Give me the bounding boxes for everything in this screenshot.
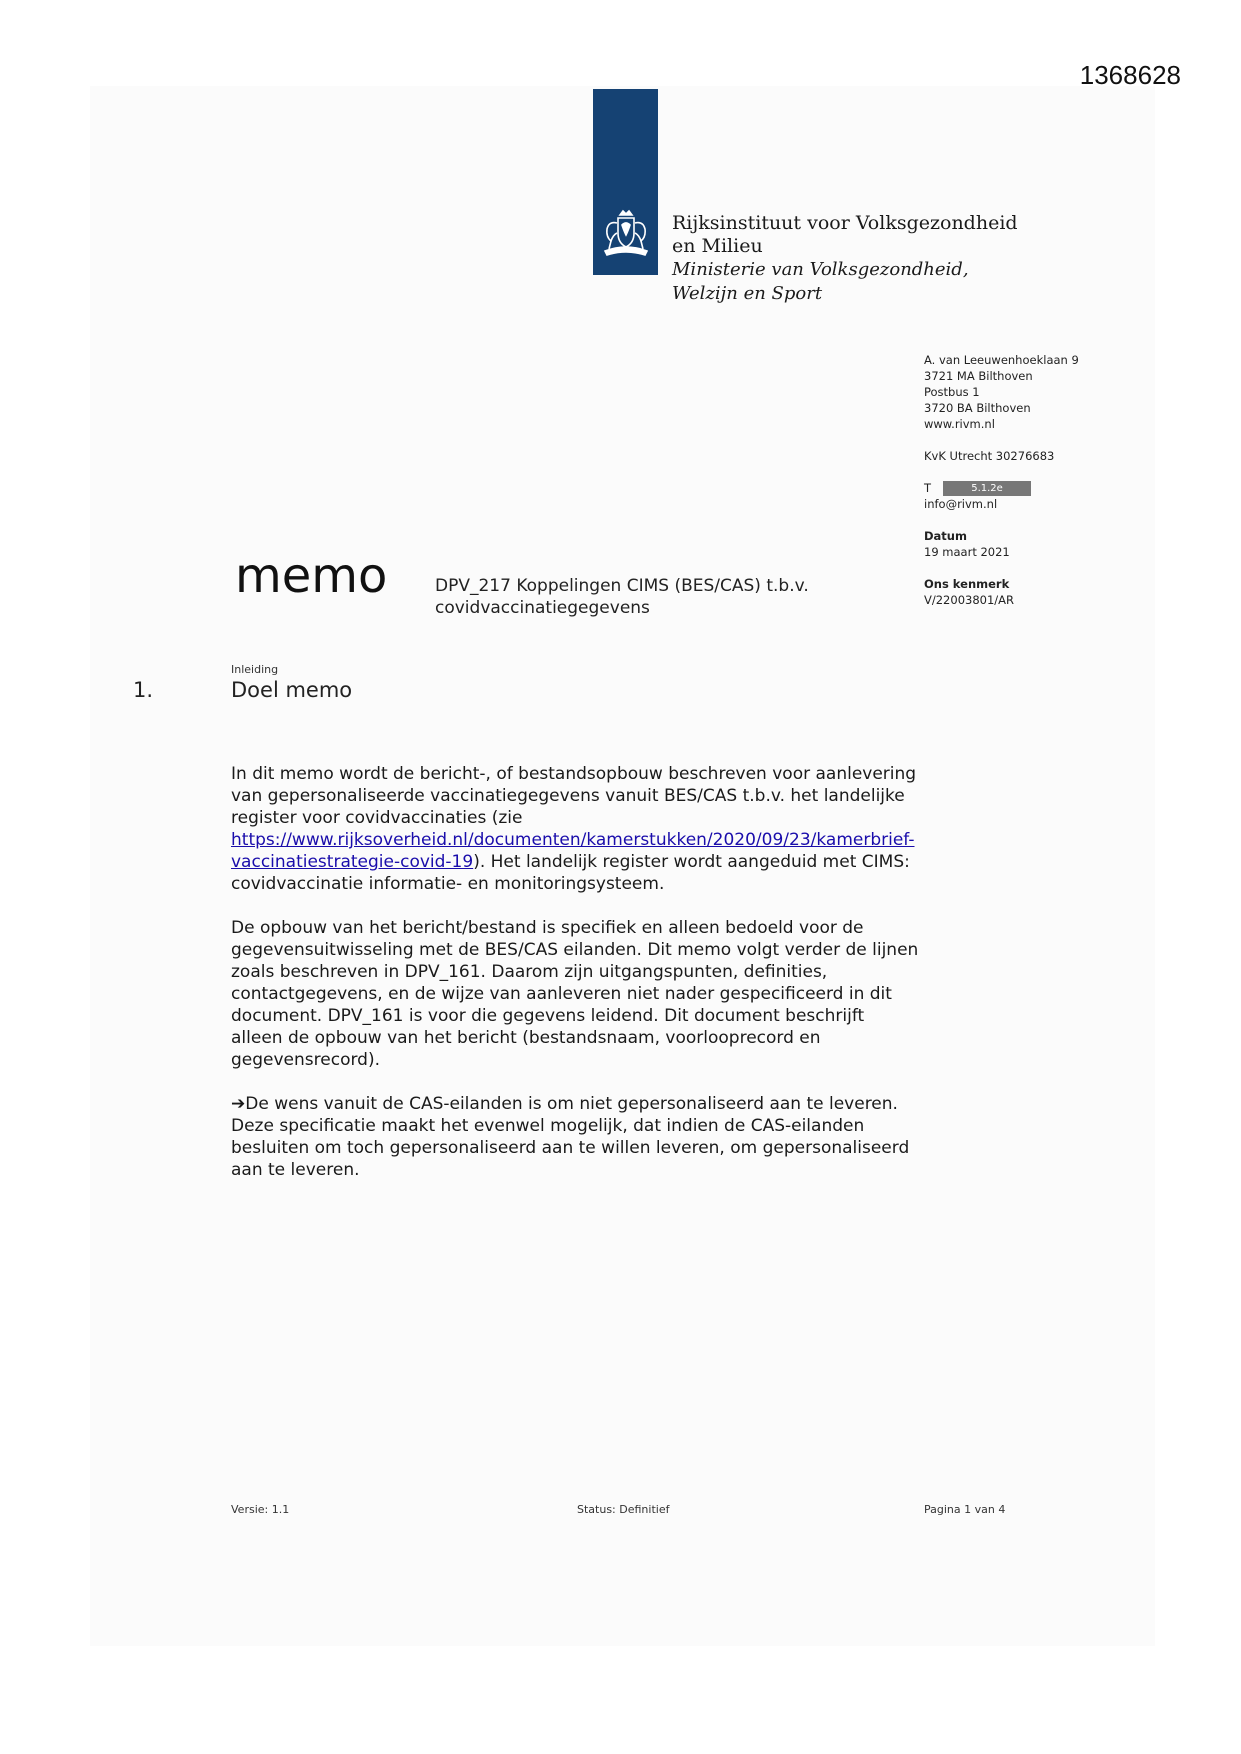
contact-sidebar: [924, 352, 1079, 608]
date-value: 19 maart 2021: [924, 545, 1010, 559]
memo-body: [231, 763, 921, 1203]
website-text: www.rivm.nl: [924, 417, 995, 431]
address-line: 3721 MA Bilthoven: [924, 369, 1033, 383]
subject-line1: DPV_217 Koppelingen CIMS (BES/CAS) t.b.v.: [435, 576, 809, 596]
kamerbrief-link[interactable]: https://www.rijksoverheid.nl/documenten/kamerstukken/2020/09/23/kamerbrief-vaccinatiestrategie-covid-19: [231, 830, 915, 872]
footer-page-number: Pagina 1 van 4: [924, 1503, 1006, 1516]
section-title: Doel memo: [231, 678, 353, 702]
royal-crest-icon: [601, 209, 651, 261]
subject-line2: covidvaccinatiegegevens: [435, 598, 650, 618]
address-line: 3720 BA Bilthoven: [924, 401, 1031, 415]
address-line: Postbus 1: [924, 385, 980, 399]
paragraph-2: De opbouw van het bericht/bestand is specifiek en alleen bedoeld voor de gegevensuitwisseling met de BES/CAS eilanden. Dit memo volgt verder de lijnen zoals beschreven in DPV_161. Daarom zijn uitgangspunten, definities, contactgegevens, en de wijze van aanleveren niet nader gespecificeerd in dit document. DPV_161 is voor die gegevens leidend. Dit document beschrijft alleen de opbouw van het bericht (bestandsnaam, voorlooprecord en gegevensrecord).: [231, 918, 919, 1070]
logo-ribbon: [593, 89, 658, 275]
memo-subject: [435, 575, 809, 619]
section-label: Inleiding: [231, 663, 279, 676]
footer-status: Status: Definitief: [577, 1503, 670, 1516]
footer-version: Versie: 1.1: [231, 1503, 290, 1516]
address-line: A. van Leeuwenhoeklaan 9: [924, 353, 1079, 367]
redaction-box: 5.1.2e: [943, 481, 1031, 496]
memo-heading: memo: [235, 548, 388, 604]
paragraph-1: In dit memo wordt de bericht-, of bestandsopbouw beschreven voor aanlevering van gepersonaliseerde vaccinatiegegevens vanuit BES/CAS t.b.v. het landelijke register voor covidvaccinaties (zie https://www.rijksoverheid.nl/documenten/kamerstukken/2020/09/23/kamerbrief-vaccinatiestrategie-covid-19). Het landelijk register wordt aangeduid met CIMS: covidvaccinatie informatie- en monitoringsysteem.: [231, 764, 917, 894]
kvk-number: KvK Utrecht 30276683: [924, 449, 1055, 463]
ministry-line1: Ministerie van Volksgezondheid,: [672, 259, 969, 280]
section-number: 1.: [133, 678, 154, 702]
org-name-line1: Rijksinstituut voor Volksgezondheid: [672, 212, 1018, 234]
ministry-line2: Welzijn en Sport: [672, 283, 823, 304]
organization-name: [672, 212, 1018, 306]
org-name-line2: en Milieu: [672, 235, 763, 257]
paragraph-3: ➔De wens vanuit de CAS-eilanden is om niet gepersonaliseerd aan te leveren. Deze specificatie maakt het evenwel mogelijk, dat indien de CAS-eilanden besluiten om toch gepersonaliseerd aan te willen leveren, om gepersonaliseerd aan te leveren.: [231, 1094, 910, 1180]
reference-value: V/22003801/AR: [924, 593, 1015, 607]
email-text: info@rivm.nl: [924, 497, 998, 511]
arrow-icon: ➔: [231, 1094, 246, 1114]
phone-label: T: [924, 481, 932, 495]
reference-label: Ons kenmerk: [924, 577, 1010, 591]
phone-row: [924, 480, 1079, 496]
document-number: 1368628: [1079, 60, 1181, 90]
date-label: Datum: [924, 529, 967, 543]
